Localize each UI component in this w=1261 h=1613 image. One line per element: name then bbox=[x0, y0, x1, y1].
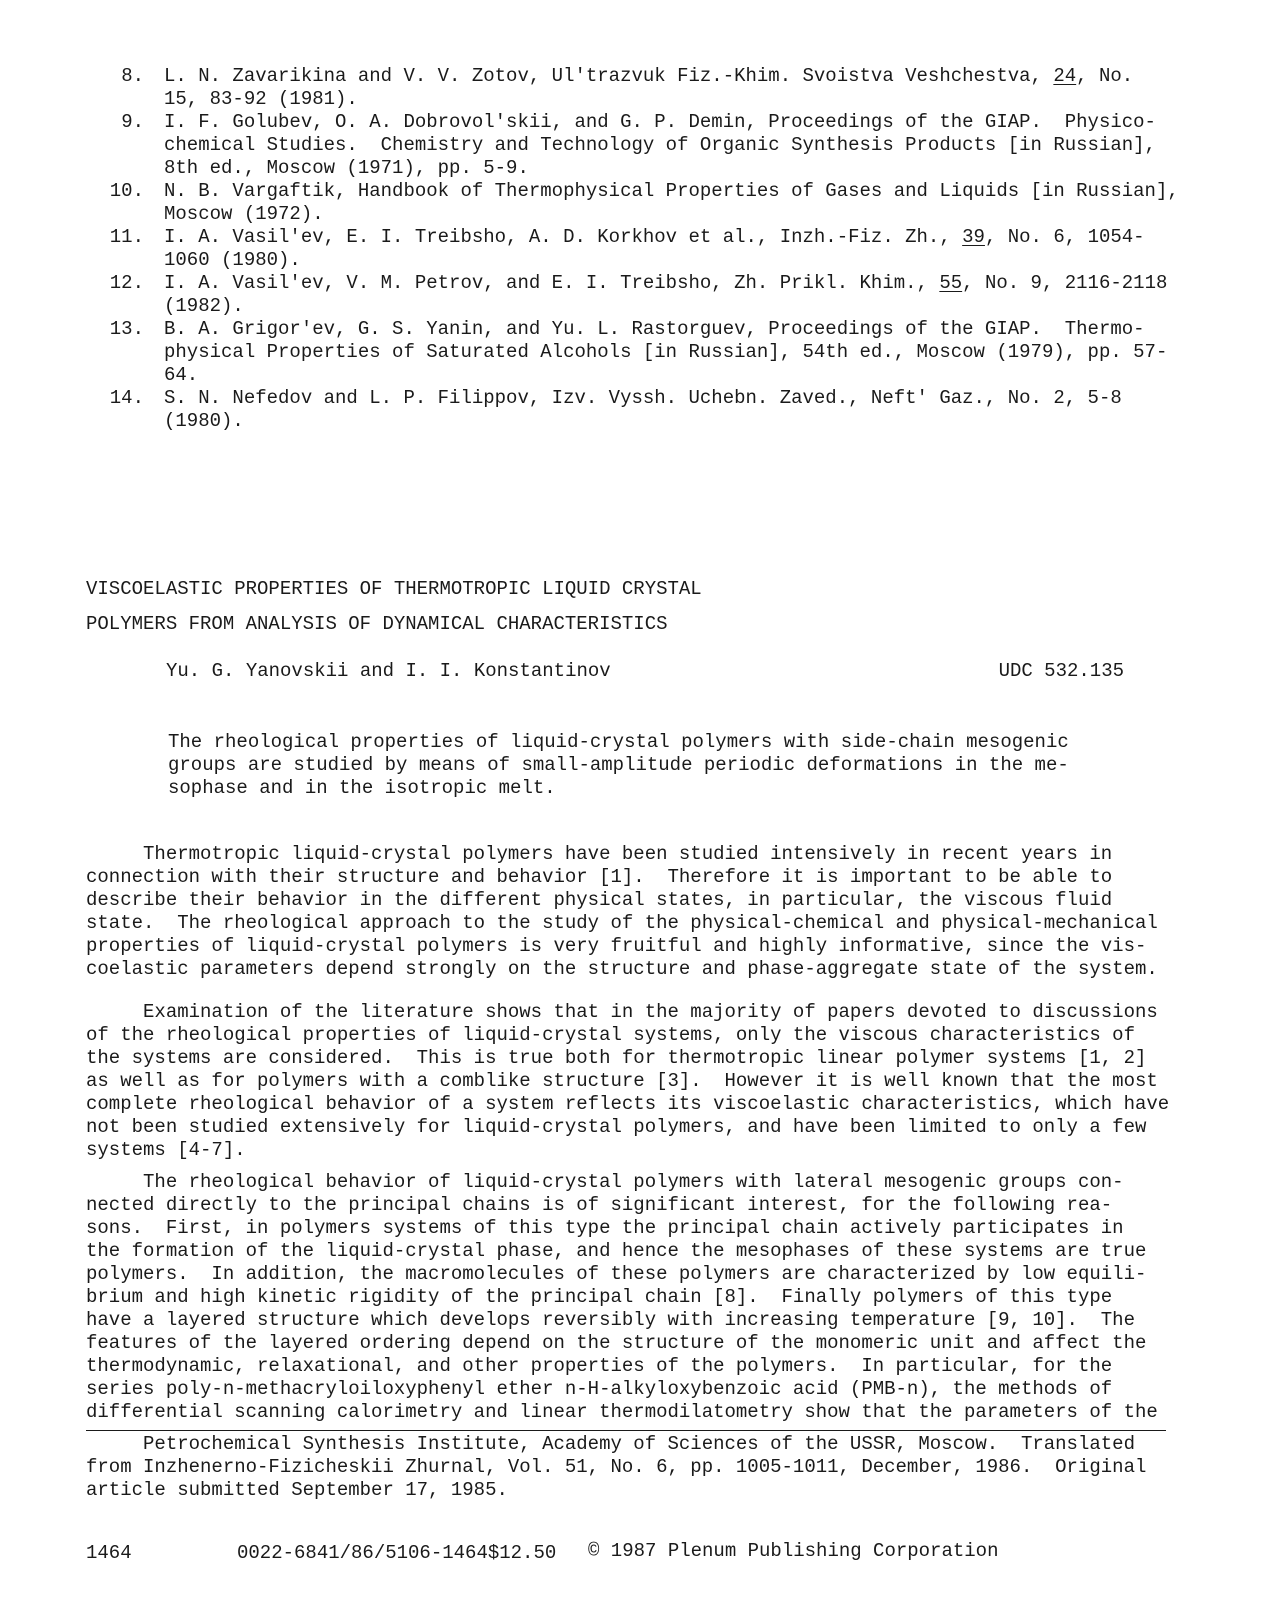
reference-number: 8. bbox=[121, 65, 144, 87]
reference-text: I. A. Vasil'ev, V. M. Petrov, and E. I. Treibsho, Zh. Prikl. Khim., 55, No. 9, 2116-2118 (1982). bbox=[164, 272, 1168, 317]
issn-code: 0022-6841/86/5106-1464$12.50 bbox=[237, 1542, 557, 1564]
reference-text: I. F. Golubev, O. A. Dobrovol'skii, and G. P. Demin, Proceedings of the GIAP. Physico- chemical Studies. Chemistry and Technology of Organic Synthesis Products [in Russian], 8th ed., Moscow (1971), pp. 5-9. bbox=[164, 111, 1156, 179]
article-title-line-2: POLYMERS FROM ANALYSIS OF DYNAMICAL CHARACTERISTICS bbox=[86, 613, 668, 635]
reference-item bbox=[86, 272, 1179, 318]
body-paragraph-1: Thermotropic liquid-crystal polymers have been studied intensively in recent years in connection with their structure and behavior [1]. Therefore it is important to be able to describe their behavior in the different physical states, in particular, the viscous fluid state. The rheological approach to the study of the physical-chemical and physical-mechanical properties of liquid-crystal polymers is very fruitful and highly informative, since the vis- coelastic parameters depend strongly on the structure and phase-aggregate state of the system. bbox=[86, 843, 1158, 980]
reference-item bbox=[86, 318, 1179, 387]
volume-number: 55 bbox=[939, 272, 963, 294]
reference-item bbox=[86, 65, 1179, 111]
article-title-line-1: VISCOELASTIC PROPERTIES OF THERMOTROPIC LIQUID CRYSTAL bbox=[86, 578, 702, 600]
page-number: 1464 bbox=[86, 1542, 132, 1564]
reference-number: 9. bbox=[121, 111, 144, 133]
volume-number: 24 bbox=[1053, 65, 1077, 87]
volume-number: 39 bbox=[962, 226, 985, 248]
reference-item bbox=[86, 387, 1179, 433]
reference-number: 11. bbox=[109, 226, 144, 248]
reference-text: S. N. Nefedov and L. P. Filippov, Izv. Vyssh. Uchebn. Zaved., Neft' Gaz., No. 2, 5-8 (1980). bbox=[164, 387, 1122, 432]
reference-text: I. A. Vasil'ev, E. I. Treibsho, A. D. Korkhov et al., Inzh.-Fiz. Zh., 39, No. 6, 1054- 1060 (1980). bbox=[164, 226, 1145, 271]
reference-item bbox=[86, 180, 1179, 226]
udc-code: UDC 532.135 bbox=[998, 660, 1124, 682]
reference-text: N. B. Vargaftik, Handbook of Thermophysical Properties of Gases and Liquids [in Russian], Moscow (1972). bbox=[164, 180, 1179, 225]
reference-text: B. A. Grigor'ev, G. S. Yanin, and Yu. L. Rastorguev, Proceedings of the GIAP. Thermo- physical Properties of Saturated Alcohols [in Russian], 54th ed., Moscow (1979), pp. 57- 64. bbox=[164, 318, 1168, 386]
footnote-divider bbox=[86, 1430, 1166, 1431]
article-authors: Yu. G. Yanovskii and I. I. Konstantinov bbox=[166, 660, 611, 682]
abstract: The rheological properties of liquid-crystal polymers with side-chain mesogenic groups are studied by means of small-amplitude periodic deformations in the me- sophase and in the isotropic melt. bbox=[168, 731, 1069, 799]
reference-number: 10. bbox=[109, 180, 144, 202]
body-paragraph-2: Examination of the literature shows that in the majority of papers devoted to discussions of the rheological properties of liquid-crystal systems, only the viscous characteristics of the systems are considered. This is true both for thermotropic linear polymer systems [1, 2] as well as for polymers with a comblike structure [3]. However it is well known that the most complete rheological behavior of a system reflects its viscoelastic characteristics, which have not been studied extensively for liquid-crystal polymers, and have been limited to only a few systems [4-7]. bbox=[86, 1001, 1170, 1161]
copyright-notice: © 1987 Plenum Publishing Corporation bbox=[588, 1540, 999, 1562]
reference-item bbox=[86, 226, 1179, 272]
reference-list bbox=[86, 65, 1179, 433]
reference-text: L. N. Zavarikina and V. V. Zotov, Ul'trazvuk Fiz.-Khim. Svoistva Veshchestva, 24, No. 15, 83-92 (1981). bbox=[164, 65, 1134, 110]
reference-item bbox=[86, 111, 1179, 180]
body-paragraph-3: The rheological behavior of liquid-crystal polymers with lateral mesogenic groups con- nected directly to the principal chains is of significant interest, for the following rea- sons. First, in polymers systems of this type the principal chain actively participates in the formation of the liquid-crystal phase, and hence the mesophases of these systems are true polymers. In addition, the macromolecules of these polymers are characterized by low equili- brium and high kinetic rigidity of the principal chain [8]. Finally polymers of this type have a layered structure which develops reversibly with increasing temperature [9, 10]. The features of the layered ordering depend on the structure of the monomeric unit and affect the thermodynamic, relaxational, and other properties of the polymers. In particular, for the series poly-n-methacryloiloxyphenyl ether n-H-alkyloxybenzoic acid (PMB-n), the methods of differential scanning calorimetry and linear thermodilatometry show that the parameters of the bbox=[86, 1171, 1158, 1423]
reference-number: 13. bbox=[109, 318, 144, 340]
reference-number: 14. bbox=[109, 387, 144, 409]
footnote: Petrochemical Synthesis Institute, Academy of Sciences of the USSR, Moscow. Translated from Inzhenerno-Fizicheskii Zhurnal, Vol. 51, No. 6, pp. 1005-1011, December, 1986. Original article submitted September 17, 1985. bbox=[86, 1433, 1147, 1501]
reference-number: 12. bbox=[109, 272, 144, 294]
